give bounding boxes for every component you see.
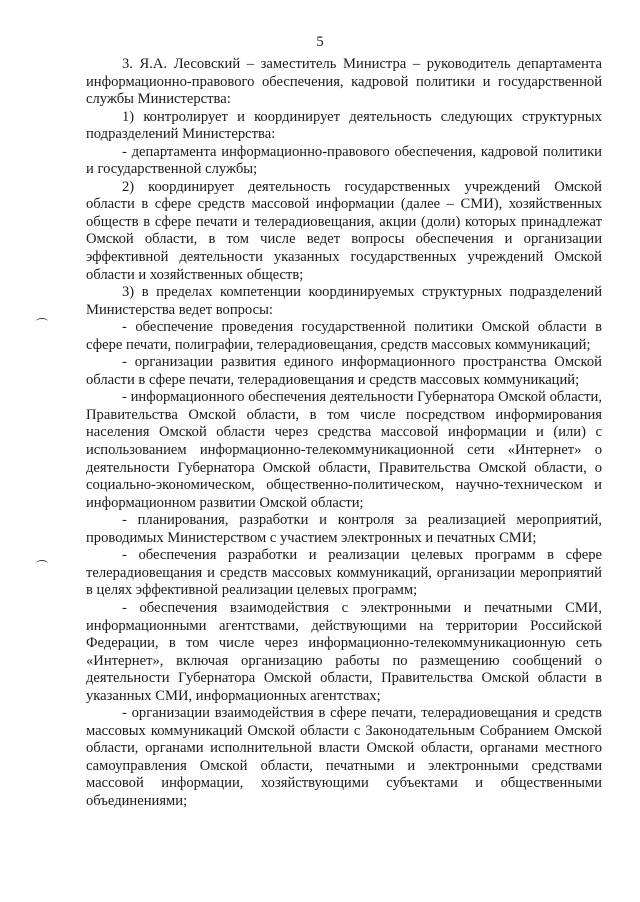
paragraph-department-list-item: - департамента информационно-правового обеспечения, кадровой политики и государственной службы; <box>86 143 602 178</box>
margin-punch-mark <box>36 318 48 325</box>
paragraph-deputy-minister-heading: 3. Я.А. Лесовский – заместитель Министра – руководитель департамента информационно-правового обеспечения, кадровой политики и государственной службы Министерства: <box>86 56 602 108</box>
paragraph-bullet-info-support: - информационного обеспечения деятельности Губернатора Омской области, Правительства Омской области, в том числе посредством информирования населения Омской области через средства массовой информации и (или) с использованием информационно-телекоммуникационной сети «Интернет» о деятельности Губернатора Омской области, Правительства Омской области, о социально-экономическом, общественно-политическом, научно-техническом и информационном развитии Омской области; <box>86 389 602 511</box>
paragraph-bullet-organization-interaction: - организации взаимодействия в сфере печати, телерадиовещания и средств массовых коммуникаций Омской области с Законодательным Собранием Омской области, органами исполнительной власти Омской области, органами местного самоуправления Омской области, печатными и электронными средствами массовой информации, хозяйствующими субъектами и общественными объединениями; <box>86 705 602 809</box>
paragraph-bullet-info-space: - организации развития единого информационного пространства Омской области в сфере печати, телерадиовещания и средств массовых коммуникаций; <box>86 354 602 388</box>
margin-punch-mark <box>36 560 48 567</box>
paragraph-item-2: 2) координирует деятельность государственных учреждений Омской области в сфере средств массовой информации (далее – СМИ), хозяйственных обществ в сфере печати и телерадиовещания, акции (доли) которых принадлежат Омской области, в том числе ведет вопросы обеспечения и организации эффективной деятельности указанных государственных учреждений Омской области и хозяйственных обществ; <box>86 178 602 283</box>
document-body <box>86 56 602 811</box>
paragraph-item-1: 1) контролирует и координирует деятельность следующих структурных подразделений Министерства: <box>86 108 602 143</box>
paragraph-bullet-target-programs: - обеспечения разработки и реализации целевых программ в сфере телерадиовещания и средств массовых коммуникаций, организации мероприятий в целях эффективной реализации целевых программ; <box>86 547 602 599</box>
paragraph-bullet-media-interaction: - обеспечения взаимодействия с электронными и печатными СМИ, информационными агентствами, действующими на территории Российской Федерации, в том числе через информационно-телекоммуникационную сеть «Интернет», включая организацию работы по размещению сообщений о деятельности Губернатора Омской области, Правительства Омской области в указанных СМИ, информационных агентствах; <box>86 599 602 704</box>
page-number: 5 <box>316 34 324 50</box>
paragraph-item-3: 3) в пределах компетенции координируемых структурных подразделений Министерства ведет вопросы: <box>86 284 602 318</box>
paragraph-bullet-planning: - планирования, разработки и контроля за реализацией мероприятий, проводимых Министерством с участием электронных и печатных СМИ; <box>86 512 602 546</box>
paragraph-bullet-state-policy: - обеспечение проведения государственной политики Омской области в сфере печати, полиграфии, телерадиовещания, средств массовых коммуникаций; <box>86 319 602 353</box>
